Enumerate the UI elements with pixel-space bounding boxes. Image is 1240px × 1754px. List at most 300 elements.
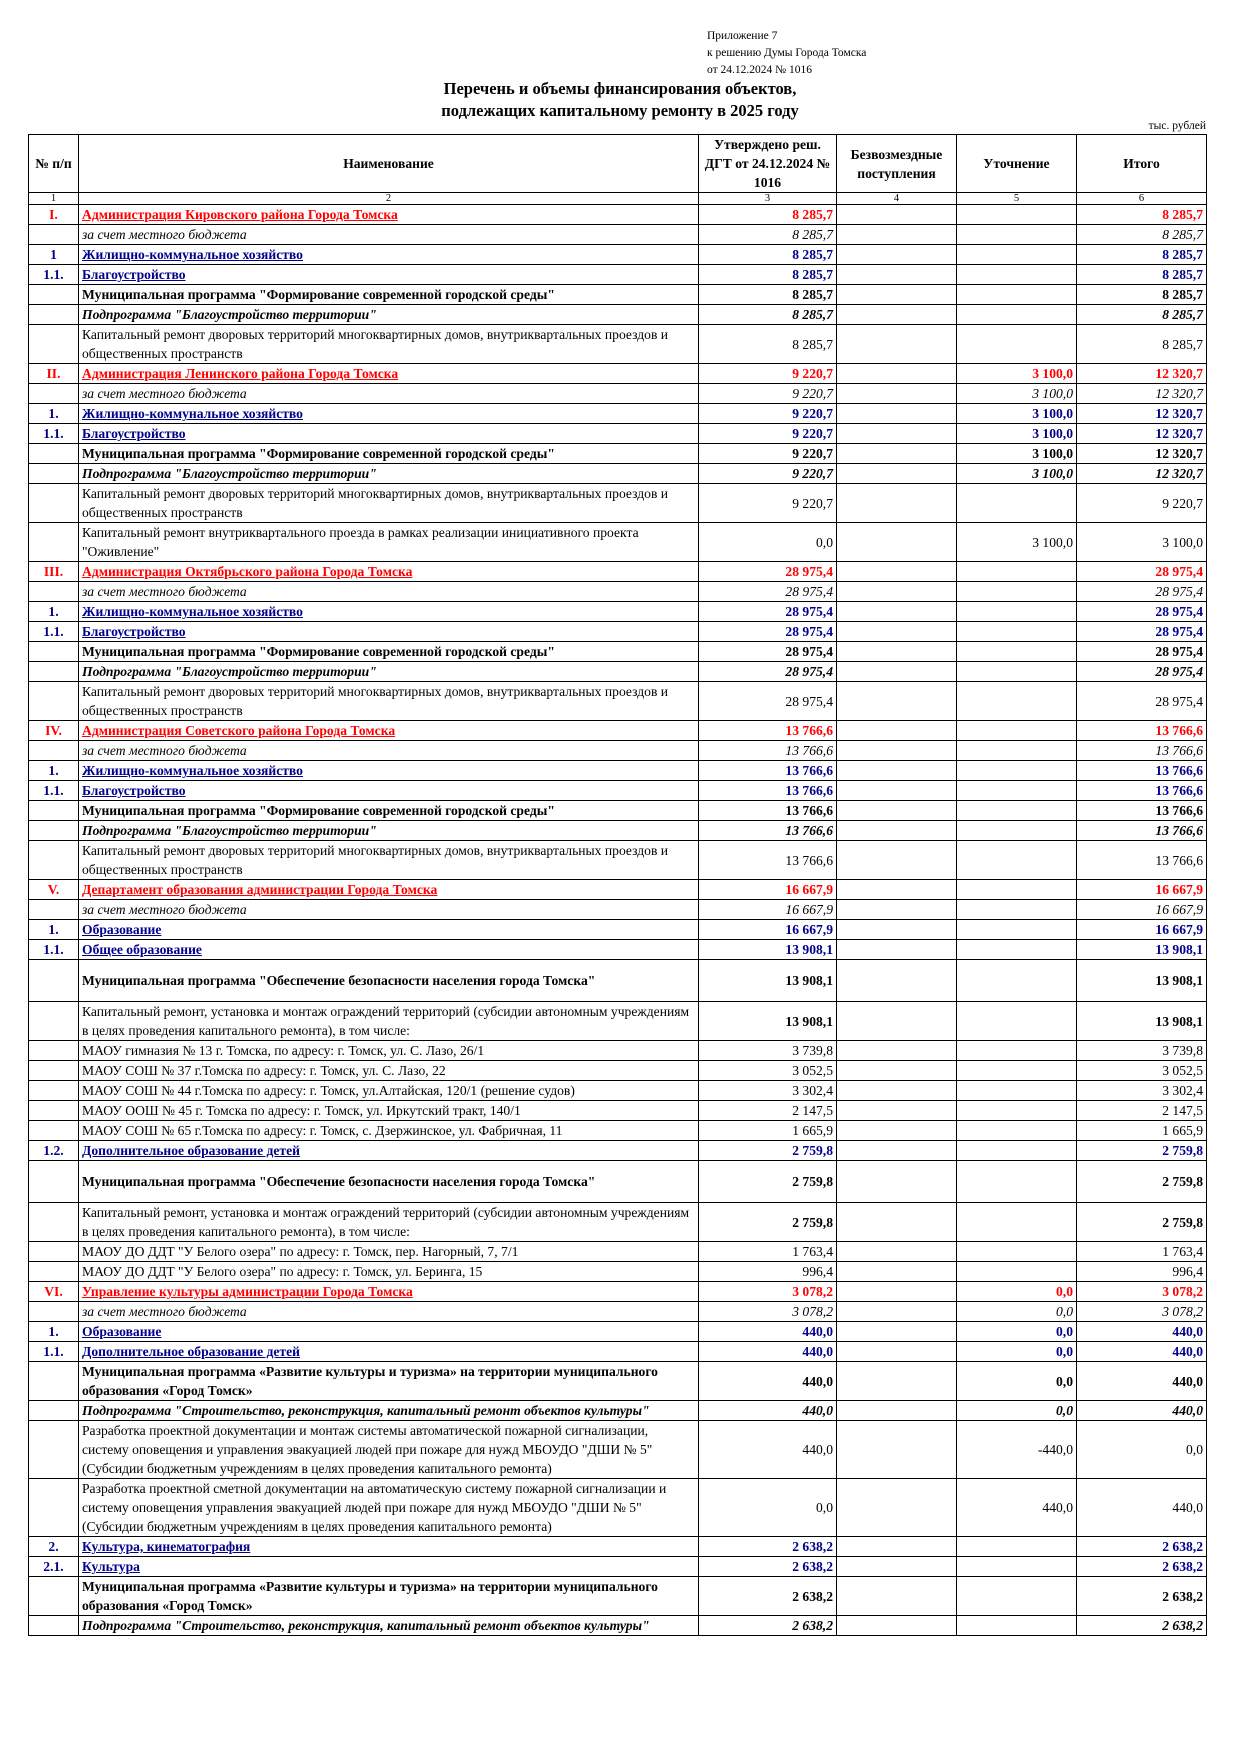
row-name [79,384,699,404]
row-number [29,841,79,880]
row-grants [837,364,957,384]
row-name [79,1121,699,1141]
row-number: VI. [29,1282,79,1302]
row-approved: 28 975,4 [699,682,837,721]
table-row [29,444,1207,464]
row-name [79,1282,699,1302]
table-row [29,781,1207,801]
row-name [79,582,699,602]
row-number [29,1242,79,1262]
row-approved: 8 285,7 [699,285,837,305]
row-name-text: Муниципальная программа "Обеспечение безопасности населения города Томска" [82,973,596,988]
row-name-text: Образование [82,922,162,937]
row-name-text: Капитальный ремонт дворовых территорий многоквартирных домов, внутриквартальных проездов и общественных пространств [82,843,669,877]
row-grants [837,1342,957,1362]
title-line: Перечень и объемы финансирования объектов, [443,79,797,98]
row-number: 1. [29,1322,79,1342]
row-grants [837,384,957,404]
row-grants [837,285,957,305]
row-total: 28 975,4 [1077,642,1207,662]
row-approved: 28 975,4 [699,582,837,602]
row-name [79,741,699,761]
header-grants: Безвозмездные поступления [837,135,957,193]
row-approved: 0,0 [699,523,837,562]
row-approved: 440,0 [699,1401,837,1421]
row-total: 28 975,4 [1077,682,1207,721]
row-number [29,1302,79,1322]
row-name [79,761,699,781]
row-approved: 3 078,2 [699,1282,837,1302]
row-name-text: Подпрограмма "Строительство, реконструкция, капитальный ремонт объектов культуры" [82,1618,650,1633]
row-name [79,265,699,285]
row-grants [837,1101,957,1121]
row-name-text: Муниципальная программа «Развитие культуры и туризма» на территории муниципального образования «Город Томск» [82,1364,658,1398]
row-grants [837,1421,957,1479]
row-clarify: 3 100,0 [957,384,1077,404]
row-total: 28 975,4 [1077,662,1207,682]
row-clarify [957,1242,1077,1262]
row-clarify: 440,0 [957,1479,1077,1537]
row-total: 996,4 [1077,1262,1207,1282]
table-row [29,1557,1207,1577]
table-row [29,721,1207,741]
row-approved: 2 638,2 [699,1537,837,1557]
row-approved: 8 285,7 [699,325,837,364]
table-row [29,1242,1207,1262]
row-name-text: Благоустройство [82,426,186,441]
row-name-text: за счет местного бюджета [82,743,247,758]
row-clarify [957,642,1077,662]
row-number [29,960,79,1002]
row-number [29,484,79,523]
row-clarify [957,781,1077,801]
row-clarify [957,960,1077,1002]
row-total: 16 667,9 [1077,920,1207,940]
row-approved: 2 759,8 [699,1203,837,1242]
row-name-text: Муниципальная программа "Формирование современной городской среды" [82,644,555,659]
row-total: 12 320,7 [1077,464,1207,484]
table-row [29,562,1207,582]
row-grants [837,1121,957,1141]
row-name-text: Подпрограмма "Благоустройство территории" [82,307,377,322]
row-approved: 2 638,2 [699,1616,837,1636]
header-total: Итого [1077,135,1207,193]
row-name [79,1081,699,1101]
row-name [79,1557,699,1577]
row-grants [837,205,957,225]
row-clarify: 3 100,0 [957,364,1077,384]
row-name [79,960,699,1002]
row-approved: 9 220,7 [699,364,837,384]
row-approved: 2 759,8 [699,1141,837,1161]
row-grants [837,444,957,464]
row-approved: 440,0 [699,1322,837,1342]
row-approved: 8 285,7 [699,265,837,285]
row-approved: 8 285,7 [699,305,837,325]
row-total: 8 285,7 [1077,265,1207,285]
table-row [29,265,1207,285]
row-approved: 3 302,4 [699,1081,837,1101]
row-clarify [957,325,1077,364]
col-index: 6 [1077,193,1207,205]
row-number [29,464,79,484]
row-name [79,781,699,801]
table-row [29,205,1207,225]
document-title [360,78,880,122]
row-total: 8 285,7 [1077,205,1207,225]
col-index: 3 [699,193,837,205]
row-clarify [957,761,1077,781]
row-name [79,1262,699,1282]
row-name-text: Администрация Ленинского района Города Томска [82,366,399,381]
row-number: 2. [29,1537,79,1557]
row-grants [837,801,957,821]
table-row [29,1061,1207,1081]
row-approved: 9 220,7 [699,404,837,424]
row-number [29,1421,79,1479]
row-name-text: Муниципальная программа «Развитие культуры и туризма» на территории муниципального образования «Город Томск» [82,1579,658,1613]
row-clarify [957,920,1077,940]
row-approved: 28 975,4 [699,622,837,642]
row-approved: 2 147,5 [699,1101,837,1121]
row-name [79,821,699,841]
table-row [29,1161,1207,1203]
table-row [29,1302,1207,1322]
row-total: 13 766,6 [1077,801,1207,821]
row-number: IV. [29,721,79,741]
row-name [79,622,699,642]
row-grants [837,424,957,444]
col-index: 1 [29,193,79,205]
row-name [79,1141,699,1161]
table-row [29,364,1207,384]
table-row [29,821,1207,841]
row-name-text: Разработка проектной документации и монтаж системы автоматической пожарной сигнализации, систему оповещения и управления эвакуацией людей при пожаре для нужд МБОУДО "ДШИ № 5" (Субсидии бюджетным учреждениям в целях проведения капитального ремонта) [82,1423,653,1476]
table-row [29,920,1207,940]
row-approved: 996,4 [699,1262,837,1282]
row-grants [837,1322,957,1342]
row-total: 2 759,8 [1077,1141,1207,1161]
row-name [79,801,699,821]
row-number [29,1401,79,1421]
row-number [29,1616,79,1636]
row-approved: 9 220,7 [699,444,837,464]
header-name: Наименование [79,135,699,193]
row-name [79,245,699,265]
row-grants [837,1081,957,1101]
row-approved: 440,0 [699,1362,837,1401]
row-name-text: Департамент образования администрации Города Томска [82,882,438,897]
row-name-text: Культура [82,1559,140,1574]
row-number [29,1121,79,1141]
table-row [29,1577,1207,1616]
table-row [29,325,1207,364]
row-approved: 28 975,4 [699,642,837,662]
row-grants [837,464,957,484]
row-name-text: за счет местного бюджета [82,902,247,917]
row-total: 3 100,0 [1077,523,1207,562]
row-number: I. [29,205,79,225]
row-clarify: 3 100,0 [957,404,1077,424]
row-approved: 9 220,7 [699,484,837,523]
row-name-text: Муниципальная программа "Формирование современной городской среды" [82,287,555,302]
row-clarify [957,1101,1077,1121]
row-name [79,1362,699,1401]
table-row [29,245,1207,265]
row-number: 1. [29,761,79,781]
row-number: 1.1. [29,1342,79,1362]
units-note: тыс. рублей [1148,120,1206,132]
row-approved: 13 766,6 [699,841,837,880]
row-name [79,682,699,721]
row-name-text: Жилищно-коммунальное хозяйство [82,763,303,778]
row-number [29,821,79,841]
table-row [29,1141,1207,1161]
table-row [29,741,1207,761]
row-name-text: Администрация Кировского района Города Томска [82,207,398,222]
row-total: 3 078,2 [1077,1282,1207,1302]
row-name [79,424,699,444]
row-number [29,1479,79,1537]
row-name [79,662,699,682]
row-number: 1.2. [29,1141,79,1161]
row-clarify [957,602,1077,622]
row-total: 12 320,7 [1077,424,1207,444]
table-row [29,1101,1207,1121]
row-name [79,602,699,622]
row-grants [837,265,957,285]
row-total: 2 638,2 [1077,1577,1207,1616]
table-row [29,841,1207,880]
row-total: 8 285,7 [1077,285,1207,305]
row-name [79,940,699,960]
row-number [29,662,79,682]
row-total: 28 975,4 [1077,602,1207,622]
row-total: 3 052,5 [1077,1061,1207,1081]
table-row [29,1401,1207,1421]
row-grants [837,484,957,523]
row-grants [837,404,957,424]
row-name-text: Общее образование [82,942,202,957]
row-clarify: 3 100,0 [957,523,1077,562]
header-clarify: Уточнение [957,135,1077,193]
row-number [29,1203,79,1242]
row-total: 13 908,1 [1077,1002,1207,1041]
row-clarify [957,1002,1077,1041]
row-total: 12 320,7 [1077,404,1207,424]
table-row [29,1421,1207,1479]
row-grants [837,1577,957,1616]
row-total: 0,0 [1077,1421,1207,1479]
row-name-text: МАОУ гимназия № 13 г. Томска, по адресу: г. Томск, ул. С. Лазо, 26/1 [82,1043,485,1058]
row-grants [837,900,957,920]
row-approved: 0,0 [699,1479,837,1537]
row-clarify [957,1061,1077,1081]
row-approved: 13 908,1 [699,940,837,960]
row-grants [837,1242,957,1262]
table-row [29,582,1207,602]
row-number: III. [29,562,79,582]
row-clarify: 3 100,0 [957,444,1077,464]
row-name-text: за счет местного бюджета [82,227,247,242]
title-line: подлежащих капитальному ремонту в 2025 году [441,101,799,120]
row-name-text: Капитальный ремонт внутриквартального проезда в рамках реализации инициативного проекта "Оживление" [82,525,639,559]
row-clarify [957,821,1077,841]
appendix-line: от 24.12.2024 № 1016 [707,64,812,76]
row-clarify [957,1161,1077,1203]
row-name [79,484,699,523]
column-index-row [29,193,1207,205]
row-name-text: Подпрограмма "Строительство, реконструкция, капитальный ремонт объектов культуры" [82,1403,650,1418]
row-grants [837,523,957,562]
row-total: 8 285,7 [1077,325,1207,364]
row-number: 1 [29,245,79,265]
row-approved: 9 220,7 [699,464,837,484]
row-name [79,1041,699,1061]
row-clarify: 0,0 [957,1342,1077,1362]
row-name-text: Жилищно-коммунальное хозяйство [82,247,303,262]
row-name [79,1342,699,1362]
row-name-text: Муниципальная программа "Формирование современной городской среды" [82,803,555,818]
table-row [29,622,1207,642]
row-clarify [957,562,1077,582]
row-number [29,642,79,662]
row-total: 8 285,7 [1077,225,1207,245]
col-index: 5 [957,193,1077,205]
row-total: 12 320,7 [1077,444,1207,464]
row-approved: 13 908,1 [699,960,837,1002]
row-name [79,225,699,245]
row-name-text: Муниципальная программа "Формирование современной городской среды" [82,446,555,461]
row-number: 1.1. [29,622,79,642]
row-number [29,900,79,920]
row-clarify [957,940,1077,960]
row-clarify: 3 100,0 [957,464,1077,484]
row-name [79,523,699,562]
row-number [29,1061,79,1081]
row-clarify: 0,0 [957,1322,1077,1342]
row-clarify [957,1557,1077,1577]
row-clarify: 3 100,0 [957,424,1077,444]
row-grants [837,940,957,960]
row-clarify [957,1577,1077,1616]
row-clarify [957,285,1077,305]
row-name [79,285,699,305]
table-row [29,602,1207,622]
row-approved: 440,0 [699,1421,837,1479]
row-name-text: Дополнительное образование детей [82,1143,300,1158]
row-name [79,1101,699,1121]
row-name [79,920,699,940]
row-number [29,1262,79,1282]
row-grants [837,761,957,781]
row-total: 440,0 [1077,1401,1207,1421]
row-total: 16 667,9 [1077,900,1207,920]
table-row [29,424,1207,444]
row-number [29,444,79,464]
row-total: 3 739,8 [1077,1041,1207,1061]
row-number [29,682,79,721]
row-grants [837,880,957,900]
appendix-line: Приложение 7 [707,30,778,42]
row-clarify [957,741,1077,761]
row-grants [837,1401,957,1421]
row-grants [837,1616,957,1636]
row-name [79,642,699,662]
row-number [29,325,79,364]
row-grants [837,1141,957,1161]
row-name-text: Капитальный ремонт, установка и монтаж ограждений территорий (субсидии автономным учреждениям в целях проведения капитального ремонта), в том числе: [82,1205,690,1239]
row-grants [837,1203,957,1242]
row-total: 13 908,1 [1077,960,1207,1002]
row-name [79,464,699,484]
row-clarify: 0,0 [957,1302,1077,1322]
row-clarify [957,841,1077,880]
row-name-text: Администрация Советского района Города Томска [82,723,396,738]
row-total: 13 766,6 [1077,741,1207,761]
row-total: 28 975,4 [1077,582,1207,602]
financing-table [28,134,1207,1636]
row-grants [837,245,957,265]
row-approved: 16 667,9 [699,880,837,900]
table-row [29,662,1207,682]
row-name [79,562,699,582]
row-grants [837,642,957,662]
row-clarify [957,900,1077,920]
row-name-text: Разработка проектной сметной документации на автоматическую систему пожарной сигнализации и систему оповещения управления эвакуацией людей при пожаре для нужд МБОУДО "ДШИ № 5" (Субсидии бюджетным учреждениям в целях проведения капитального ремонта) [82,1481,667,1534]
row-grants [837,1557,957,1577]
row-clarify [957,205,1077,225]
row-number: 1.1. [29,781,79,801]
row-name-text: МАОУ СОШ № 37 г.Томска по адресу: г. Томск, ул. С. Лазо, 22 [82,1063,446,1078]
header-num: № п/п [29,135,79,193]
row-name-text: Капитальный ремонт, установка и монтаж ограждений территорий (субсидии автономным учреждениям в целях проведения капитального ремонта), в том числе: [82,1004,690,1038]
row-approved: 28 975,4 [699,602,837,622]
row-number [29,582,79,602]
row-clarify [957,682,1077,721]
row-total: 13 766,6 [1077,841,1207,880]
row-name-text: за счет местного бюджета [82,386,247,401]
row-name [79,721,699,741]
row-number [29,1577,79,1616]
row-name [79,1242,699,1262]
row-approved: 28 975,4 [699,562,837,582]
row-name [79,404,699,424]
row-clarify [957,265,1077,285]
row-number: 1. [29,920,79,940]
row-total: 13 766,6 [1077,781,1207,801]
row-total: 440,0 [1077,1362,1207,1401]
row-grants [837,1282,957,1302]
row-clarify [957,484,1077,523]
row-clarify [957,721,1077,741]
table-row [29,1203,1207,1242]
table-row [29,1616,1207,1636]
row-total: 3 302,4 [1077,1081,1207,1101]
table-row [29,642,1207,662]
row-number: II. [29,364,79,384]
row-clarify: 0,0 [957,1401,1077,1421]
row-clarify [957,225,1077,245]
row-name-text: Благоустройство [82,783,186,798]
row-grants [837,622,957,642]
row-approved: 1 763,4 [699,1242,837,1262]
row-name [79,1401,699,1421]
row-name [79,1322,699,1342]
row-approved: 2 638,2 [699,1557,837,1577]
row-approved: 2 759,8 [699,1161,837,1203]
row-name-text: Культура, кинематография [82,1539,251,1554]
